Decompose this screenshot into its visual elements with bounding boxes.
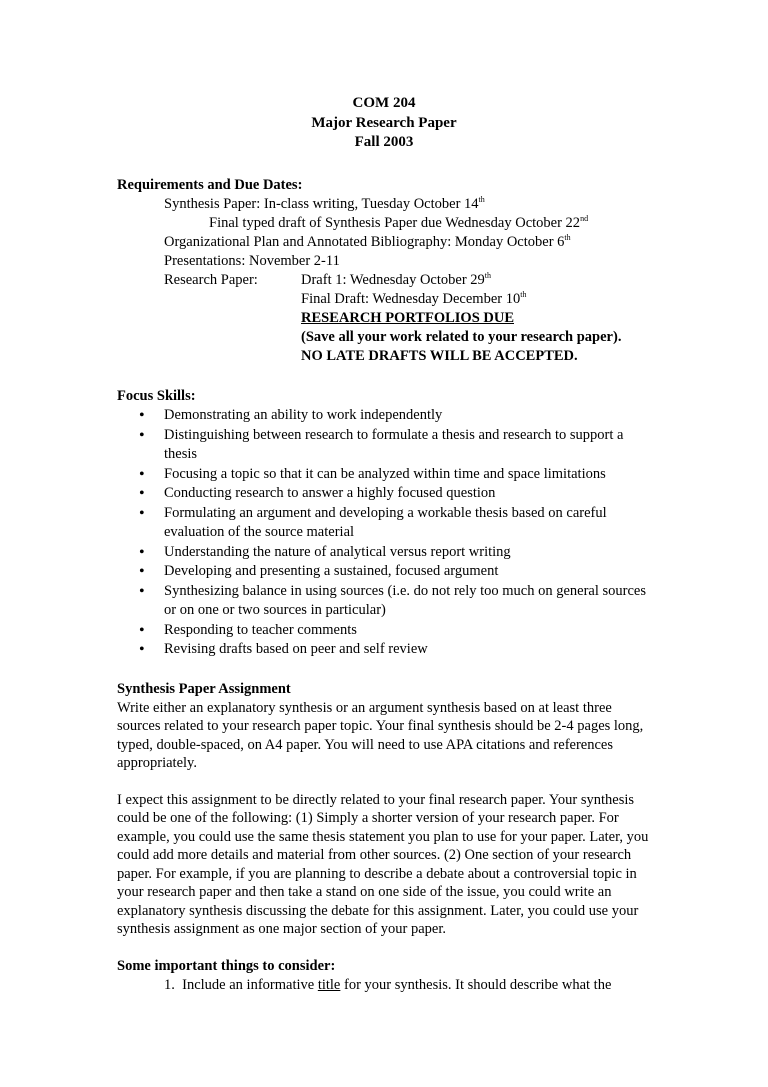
- list-item: • Distinguishing between research to formulate a thesis and research to support a thesis: [139, 426, 624, 462]
- consider-heading: Some important things to consider:: [117, 957, 336, 974]
- ordinal-suffix: nd: [580, 214, 589, 223]
- ordinal-suffix: th: [520, 290, 527, 299]
- research-paper-label: Research Paper:: [164, 272, 258, 288]
- item-number: 1.: [164, 976, 175, 993]
- org-plan-due-text: Organizational Plan and Annotated Bibliography: Monday October 6: [164, 234, 565, 250]
- org-plan-due-line: [117, 233, 657, 252]
- list-item: • Formulating an argument and developing a workable thesis based on careful evaluation of the source material: [139, 504, 607, 540]
- bullet-icon: •: [139, 407, 145, 424]
- consider-list: [117, 976, 657, 995]
- bullet-icon: •: [139, 465, 145, 483]
- final-draft-text: Final Draft: Wednesday December 10: [301, 291, 521, 307]
- spacer: [117, 366, 657, 387]
- list-item: • Focusing a topic so that it can be analyzed within time and space limitations: [139, 465, 606, 483]
- save-note-line: (Save all your work related to your research paper).: [301, 329, 622, 345]
- research-draft1-line: [117, 271, 657, 290]
- bullet-icon: •: [139, 563, 145, 580]
- list-item: • Responding to teacher comments: [139, 621, 357, 639]
- document-header: [0, 94, 768, 153]
- list-item: • Synthesizing balance in using sources (i.e. do not rely too much on general sources or on one or two sources in particular): [139, 582, 647, 618]
- ordinal-suffix: th: [478, 195, 485, 204]
- synthesis-due-line: [117, 195, 657, 214]
- title-term: title: [317, 976, 341, 993]
- ordinal-suffix: th: [564, 233, 571, 242]
- bullet-icon: •: [139, 485, 145, 502]
- spacer: [117, 939, 657, 957]
- synthesis-paragraph-1: Write either an explanatory synthesis or an argument synthesis based on at least three sources related to your research paper topic. Your final synthesis should be 2-4 pages long, typed, double-spaced, on A4 paper. You will need to use APA citations and references appropriately.: [117, 699, 644, 771]
- list-item: • Conducting research to answer a highly focused question: [139, 485, 496, 502]
- requirements-heading: Requirements and Due Dates:: [117, 177, 303, 193]
- portfolios-due-line: [117, 309, 657, 328]
- list-item: • Understanding the nature of analytical versus report writing: [139, 543, 511, 561]
- bullet-icon: •: [139, 641, 145, 658]
- list-item: • Developing and presenting a sustained, focused argument: [139, 563, 499, 580]
- no-late-line: NO LATE DRAFTS WILL BE ACCEPTED.: [301, 348, 578, 364]
- draft1-text: Draft 1: Wednesday October 29: [301, 272, 485, 288]
- synthesis-due-text: Synthesis Paper: In-class writing, Tuesday October 14: [164, 196, 479, 212]
- focus-heading: Focus Skills:: [117, 388, 196, 404]
- portfolios-due-text: RESEARCH PORTFOLIOS DUE: [301, 310, 514, 326]
- term: Fall 2003: [354, 134, 414, 150]
- focus-skills-list: [117, 406, 657, 660]
- bullet-icon: •: [139, 582, 145, 600]
- spacer: [117, 773, 657, 791]
- course-code: COM 204: [352, 95, 416, 111]
- spacer: [117, 660, 657, 680]
- synthesis-paragraph-2: I expect this assignment to be directly related to your final research paper. Your synthesis could be one of the following: (1) Simply a shorter version of your research paper. For example, you could use the same thesis statement you plan to use for your paper. Later, you could add more details and material from other sources. (2) One section of your research paper. For example, if you are planning to describe a debate about a controversial topic in your research paper and then take a stand on one side of the issue, you could write an explanatory synthesis discussing the debate for this assignment. Later, you could use your synthesis assignment as one major section of your paper.: [117, 791, 649, 937]
- document-title: Major Research Paper: [311, 114, 457, 131]
- bullet-icon: •: [139, 426, 145, 444]
- final-draft-line: [117, 290, 657, 309]
- final-typed-due-line: [117, 214, 657, 233]
- final-typed-due-text: Final typed draft of Synthesis Paper due Wednesday October 22: [209, 215, 581, 231]
- bullet-icon: •: [139, 543, 145, 561]
- presentations-line: Presentations: November 2-11: [164, 253, 340, 269]
- document-body: [117, 176, 657, 995]
- list-item: 1. Include an informative title for your synthesis. It should describe what the: [164, 976, 612, 993]
- synthesis-heading: Synthesis Paper Assignment: [117, 680, 291, 697]
- bullet-icon: •: [139, 504, 145, 522]
- list-item: • Demonstrating an ability to work independently: [139, 407, 443, 424]
- ordinal-suffix: th: [484, 271, 492, 280]
- list-item: • Revising drafts based on peer and self review: [139, 641, 428, 658]
- bullet-icon: •: [139, 621, 145, 639]
